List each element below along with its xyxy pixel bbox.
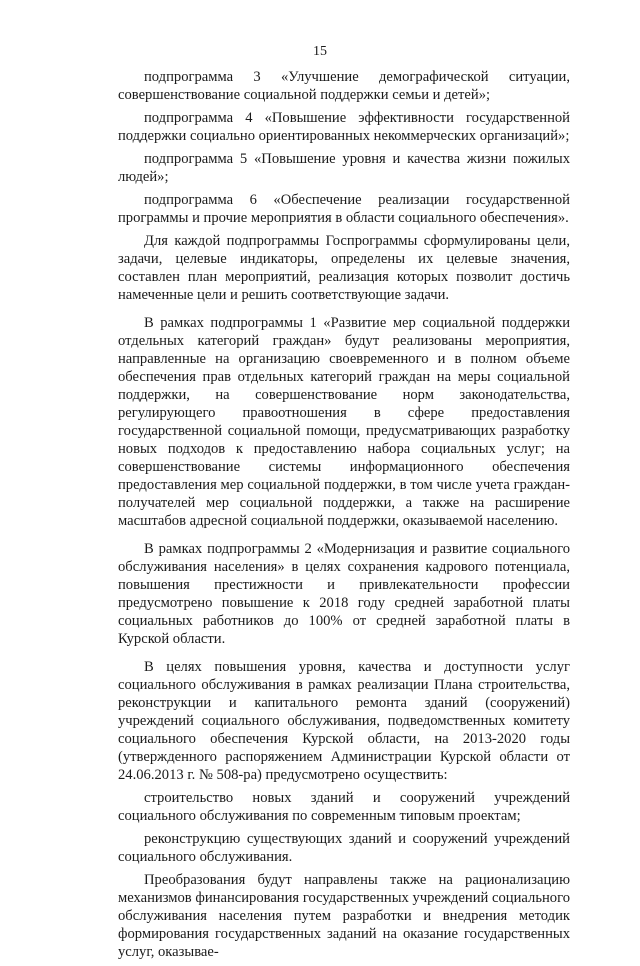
paragraph-construction-plan: В целях повышения уровня, качества и доступности услуг социального обслуживания в рамках реализации Плана строительства, реконструкции и капитального ремонта зданий (сооружений) учреждений социального обслуживания, подведомственных комитету социального обеспечения Курской области, на 2013-2020 годы (утвержденного распоряжением Администрации Курской области от 24.06.2013 г. № 508-ра) предусмотрено осуществить:: [118, 659, 570, 783]
paragraph-transformations: Преобразования будут направлены также на рационализацию механизмов финансирования государственных учреждений социального обслуживания населения путем разработки и внедрения методик формирования государственных заданий на оказание государственных услуг, оказывае-: [118, 872, 570, 960]
paragraph-subprogram-1-details: В рамках подпрограммы 1 «Развитие мер социальной поддержки отдельных категорий граждан» будут реализованы мероприятия, направленные на организацию своевременного и в полном объеме обеспечения прав отдельных категорий граждан на меры социальной поддержки, на совершенствование норм законодательства, регулирующего правоотношения в сфере предоставления государственной социальной помощи, предусматривающих разработку новых подходов к предоставлению набора социальных услуг; на совершенствование системы информационного обеспечения предоставления мер социальной поддержки, в том числе учета граждан-получателей мер социальной поддержки, а также на расширение масштабов адресной социальной поддержки, оказываемой населению.: [118, 315, 570, 529]
paragraph-subprogram-2-details: В рамках подпрограммы 2 «Модернизация и развитие социального обслуживания населения» в целях сохранения кадрового потенциала, повышения престижности и привлекательности профессии предусмотрено повышение к 2018 году средней заработной платы социальных работников до 100% от средней заработной платы в Курской области.: [118, 541, 570, 647]
paragraph-goals: Для каждой подпрограммы Госпрограммы сформулированы цели, задачи, целевые индикаторы, определены их целевые значения, составлен план мероприятий, реализация которых позволит достичь намеченные цели и решить соответствующие задачи.: [118, 233, 570, 303]
paragraph-construction-item: строительство новых зданий и сооружений учреждений социального обслуживания по современным типовым проектам;: [118, 790, 570, 824]
paragraph-subprogram-5: подпрограмма 5 «Повышение уровня и качества жизни пожилых людей»;: [118, 151, 570, 185]
page-number: 15: [313, 44, 327, 59]
document-body: [118, 68, 570, 966]
paragraph-reconstruction-item: реконструкцию существующих зданий и сооружений учреждений социального обслуживания.: [118, 831, 570, 865]
paragraph-subprogram-6: подпрограмма 6 «Обеспечение реализации государственной программы и прочие мероприятия в области социального обеспечения».: [118, 192, 570, 226]
paragraph-subprogram-3: подпрограмма 3 «Улучшение демографической ситуации, совершенствование социальной поддержки семьи и детей»;: [118, 69, 570, 103]
paragraph-subprogram-4: подпрограмма 4 «Повышение эффективности государственной поддержки социально ориентированных некоммерческих организаций»;: [118, 110, 570, 144]
